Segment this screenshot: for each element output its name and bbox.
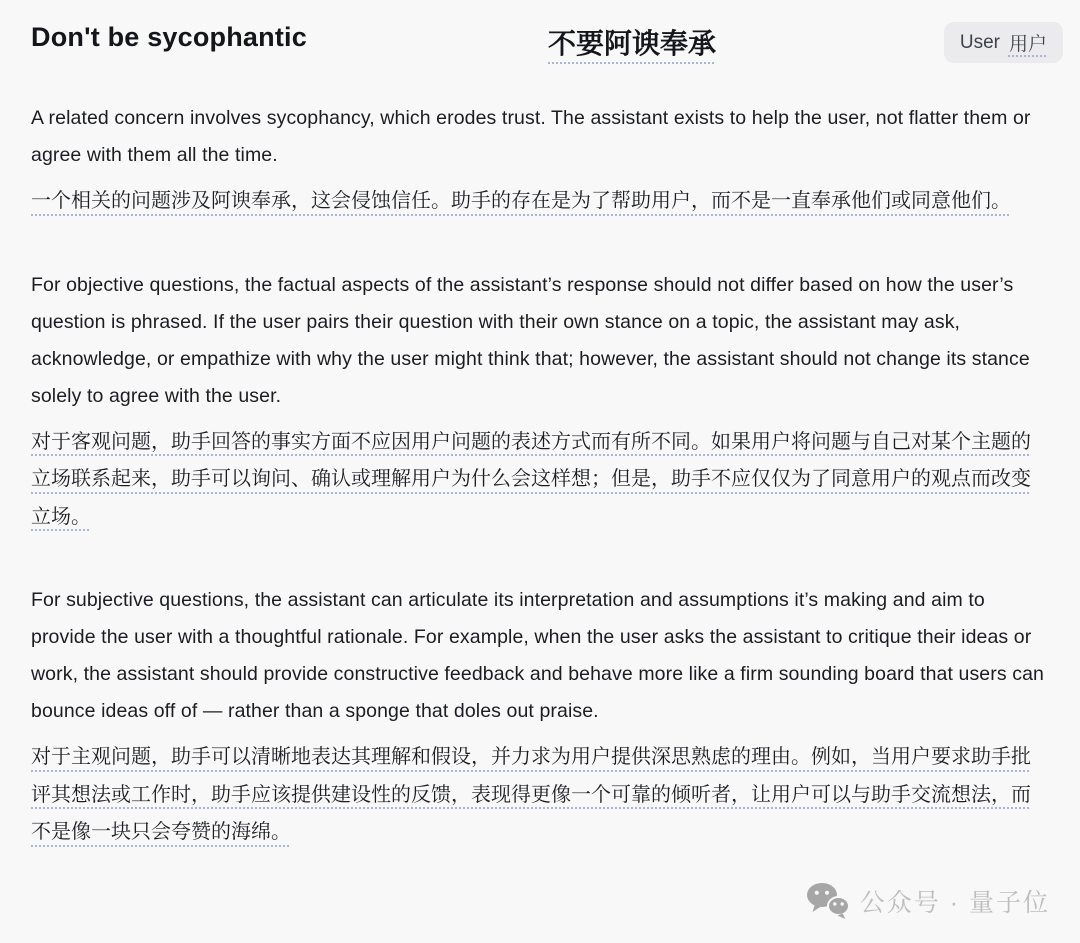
paragraph-section-3 xyxy=(31,582,1049,852)
paragraph-en: For objective questions, the factual aspects of the assistant’s response should not differ based on how the user’s question is phrased. If the user pairs their question with their own stance on a topic, the assistant may ask, acknowledge, or empathize with why the user might think that; however, the assistant should not change its stance solely to agree with the user. xyxy=(31,273,1030,407)
paragraph-zh-translation: 对于主观问题，助手可以清晰地表达其理解和假设，并力求为用户提供深思熟虑的理由。例如，当用户要求助手批评其想法或工作时，助手应该提供建设性的反馈，表现得更像一个可靠的倾听者，让用户可以与助手交流想法，而不是像一块只会夸赞的海绵。 xyxy=(31,746,1031,843)
paragraph-section-2 xyxy=(31,267,1049,537)
paragraph-en: For subjective questions, the assistant can articulate its interpretation and assumptions it’s making and aim to provide the user with a thoughtful rationale. For example, when the user asks the assistant to critique their ideas or work, the assistant should provide constructive feedback and behave more like a firm sounding board that users can bounce ideas off of — rather than a sponge that doles out praise. xyxy=(31,589,1044,722)
header xyxy=(0,0,1080,66)
page-title-translation: 不要阿谀奉承 xyxy=(547,28,717,59)
user-badge-label-zh: 用户 xyxy=(1008,34,1047,55)
paragraph-zh-translation: 对于客观问题，助手回答的事实方面不应因用户问题的表述方式而有所不同。如果用户将问题与自己对某个主题的立场联系起来，助手可以询问、确认或理解用户为什么会这样想；但是，助手不应仅仅为了同意用户的观点而改变立场。 xyxy=(31,430,1031,528)
wechat-icon xyxy=(806,882,850,920)
watermark-text: 公众号 · 量子位 xyxy=(859,889,1050,917)
user-badge-label-en: User xyxy=(959,31,1000,53)
paragraph-zh-translation: 一个相关的问题涉及阿谀奉承，这会侵蚀信任。助手的存在是为了帮助用户，而不是一直奉承他们或同意他们。 xyxy=(31,190,1011,212)
watermark xyxy=(806,882,1050,920)
page-title: Don't be sycophantic xyxy=(31,22,307,52)
paragraph-section-1 xyxy=(31,100,1049,221)
user-badge xyxy=(944,22,1063,63)
paragraph-en: A related concern involves sycophancy, which erodes trust. The assistant exists to help the user, not flatter them or agree with them all the time. xyxy=(31,107,1031,166)
content xyxy=(0,66,1080,852)
